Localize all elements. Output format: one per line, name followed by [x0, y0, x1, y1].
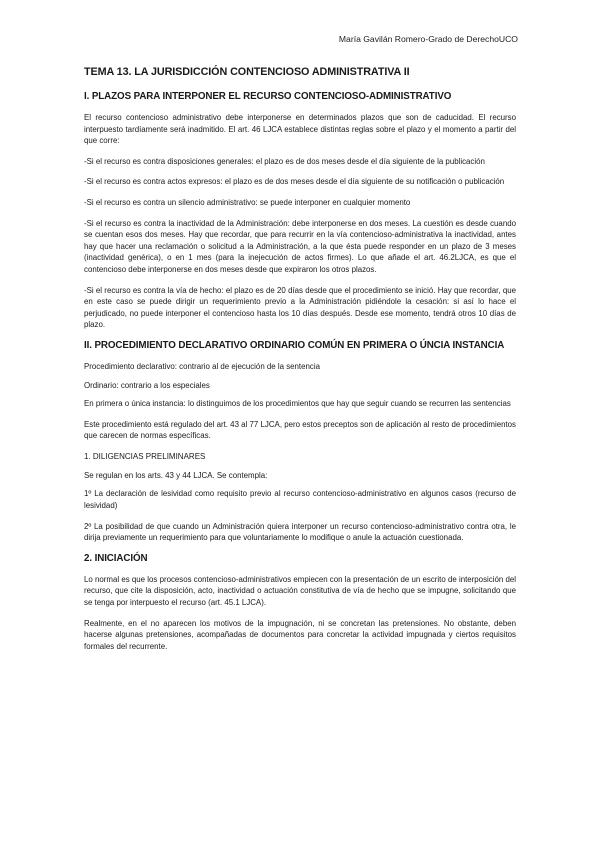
paragraph: -Si el recurso es contra actos expresos: el plazo es de dos meses desde el día siguiente de su notificación o publicación: [84, 177, 505, 187]
paragraph: Lo normal es que los procesos contencioso-administrativos empiecen con la presentación de un escrito de interposición del recurso, que cite la disposición, acto, inactividad o actuación constitutiva de vía de hecho que se impugne, solicitando que se tenga por interpuesto el recurso (art. 45.1 LJCA).: [84, 574, 516, 608]
paragraph: En primera o única instancia: lo distinguimos de los procedimientos que hay que seguir cuando se recurren las sentencias: [84, 399, 511, 409]
paragraph: Realmente, en el no aparecen los motivos de la impugnación, ni se concretan las pretensiones. No obstante, deben hacerse algunas pretensiones, acompañadas de documentos para concretar la actividad impugnada y ciertos requisitos formales del recurrente.: [84, 618, 516, 651]
subsection-heading-diligencias: 1. DILIGENCIAS PRELIMINARES: [84, 451, 206, 461]
section-heading-procedimiento: II. PROCEDIMIENTO DECLARATIVO ORDINARIO COMÚN EN PRIMERA O ÚNCIA INSTANCIA: [84, 339, 505, 351]
paragraph: -Si el recurso es contra la inactividad de la Administración: debe interponerse en dos meses. La cuestión es desde cuando se cuentan esos dos meses. Hay que recordar, que para recurrir en la vía contencioso-administrativa la inactividad, antes hay que hacer una reclamación o solicitud a la Administración, a la que ésta puede responder en un plazo de 3 meses (inactividad genérica), o en 1 mes (para la inejecución de actos firmes). Lo que añade el art. 46.2LJCA, es que el contencioso debe interponerse en dos meses desde que expiraron los otros plazos.: [84, 218, 516, 274]
paragraph: 2º La posibilidad de que cuando un Administración quiera interponer un recurso contencioso-administrativo contra otra, le dirija previamente un requerimiento para que voluntariamente lo modifique o anule la actuación cuestionada.: [84, 521, 516, 543]
paragraph: -Si el recurso es contra disposiciones generales: el plazo es de dos meses desde el día siguiente de la publicación: [84, 156, 485, 166]
page-header-author: María Gavilán Romero-Grado de DerechoUCO: [338, 34, 518, 44]
paragraph: -Si el recurso es contra un silencio administrativo: se puede interponer en cualquier momento: [84, 197, 411, 207]
subsection-heading-iniciacion: 2. INICIACIÓN: [84, 552, 148, 564]
document-body: [84, 66, 516, 661]
section-heading-plazos: I. PLAZOS PARA INTERPONER EL RECURSO CONTENCIOSO-ADMINISTRATIVO: [84, 91, 452, 102]
paragraph: Este procedimiento está regulado del art. 43 al 77 LJCA, pero estos preceptos son de aplicación al resto de procedimientos que carecen de normas específicas.: [84, 419, 516, 441]
paragraph: Se regulan en los arts. 43 y 44 LJCA. Se contempla:: [84, 470, 268, 480]
paragraph: 1º La declaración de lesividad como requisito previo al recurso contencioso-administrativo en algunos casos (recurso de lesividad): [84, 489, 516, 511]
paragraph: -Si el recurso es contra la vía de hecho: el plazo es de 20 días desde que el procedimiento se inició. Hay que recordar, que en este caso se puede dirigir un requerimiento previo a la Administración pidiéndole la cesación: si así lo hace el perjudicado, no puede interponer el contencioso hasta los 10 días después. Desde ese momento, tendrá otros 10 días de plazo.: [84, 285, 516, 330]
paragraph: El recurso contencioso administrativo debe interponerse en determinados plazos que son de caducidad. El recurso interpuesto tardíamente será inadmitido. El art. 46 LJCA establece distintas reglas sobre el plazo y el momento a partir del que corre:: [84, 113, 516, 146]
document-title: TEMA 13. LA JURISDICCIÓN CONTENCIOSO ADMINISTRATIVA II: [84, 66, 410, 78]
paragraph: Ordinario: contrario a los especiales: [84, 380, 210, 390]
paragraph: Procedimiento declarativo: contrario al de ejecución de la sentencia: [84, 361, 320, 371]
